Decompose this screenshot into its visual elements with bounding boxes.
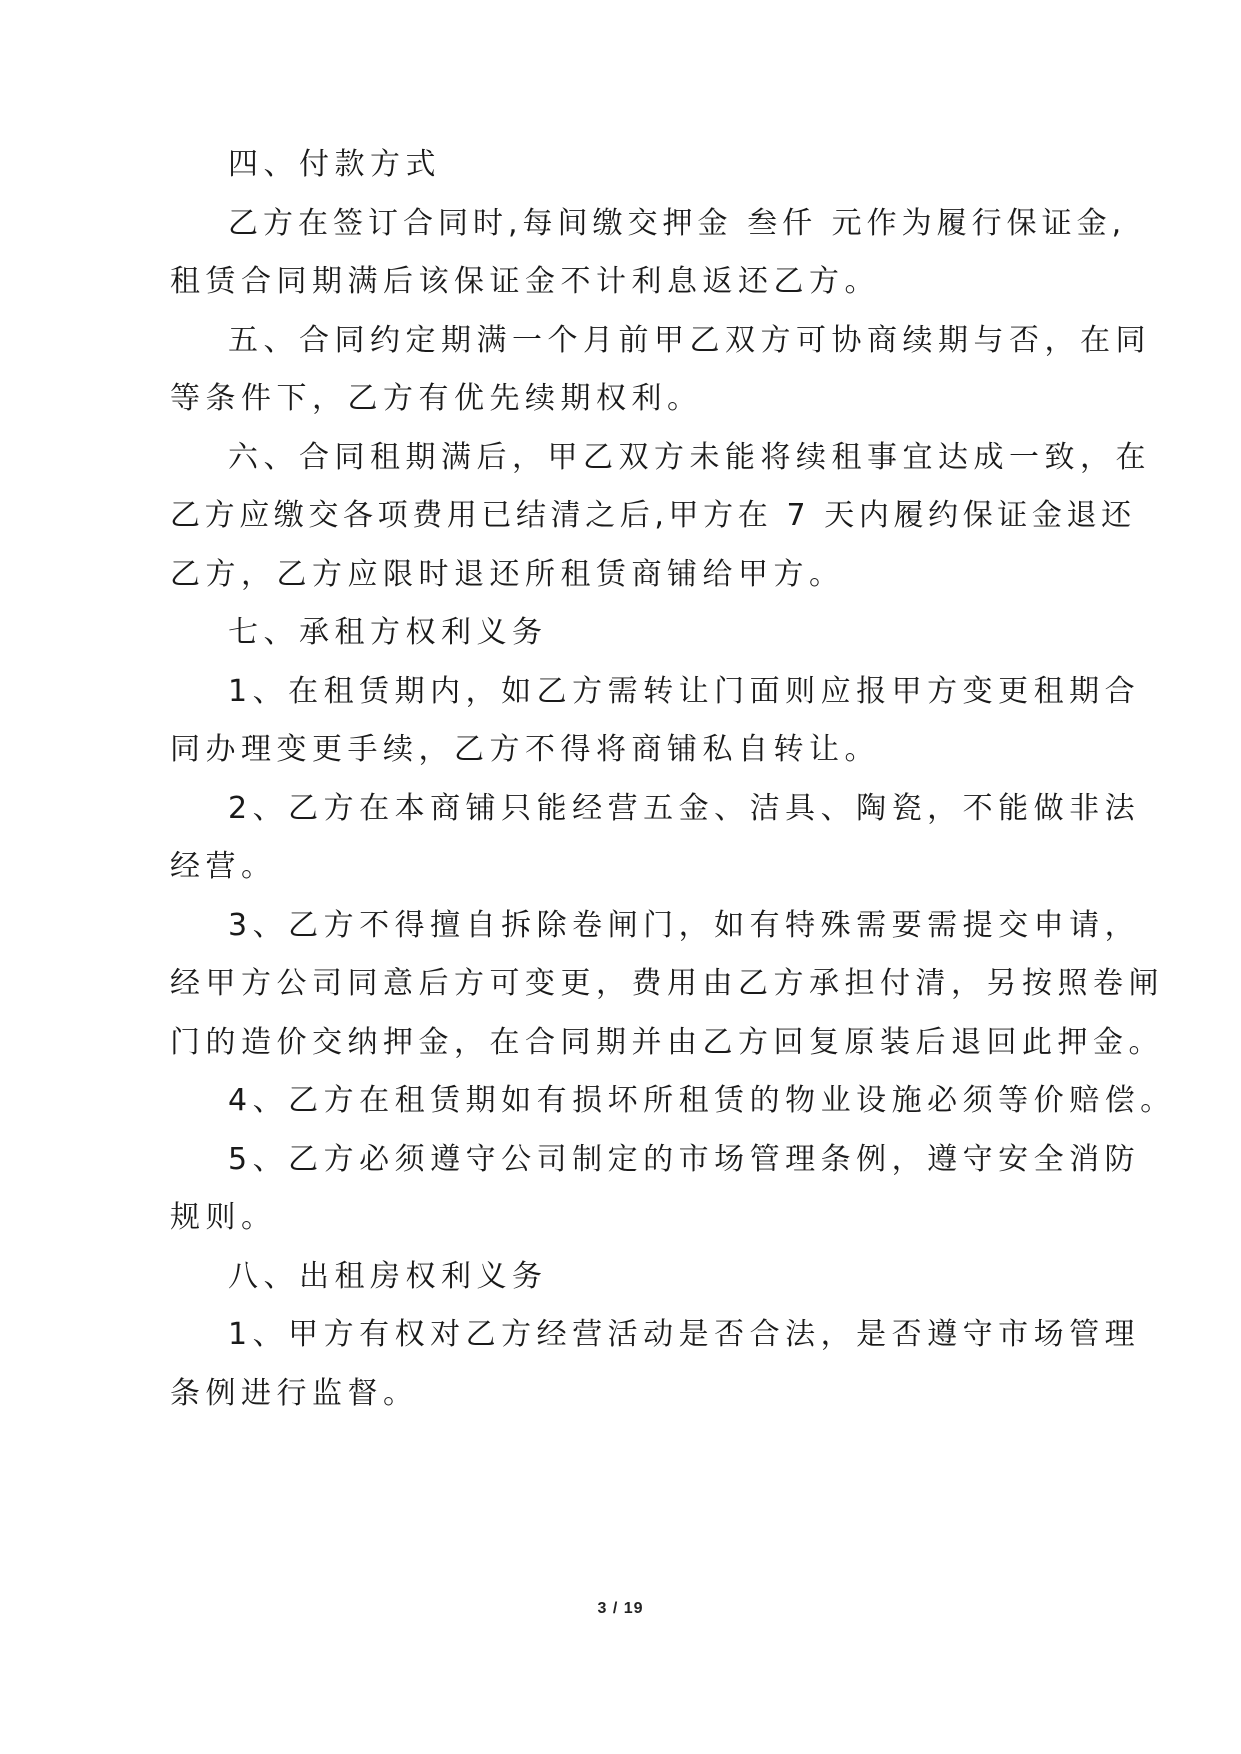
paragraph-line: 乙方应缴交各项费用已结清之后,甲方在 7 天内履约保证金退还 (170, 498, 1136, 533)
paragraph-line: 租赁合同期满后该保证金不计利息返还乙方。 (170, 264, 880, 299)
paragraph-line: 经营。 (170, 849, 277, 884)
paragraph-line: 经甲方公司同意后方可变更，费用由乙方承担付清，另按照卷闸 (170, 966, 1164, 1001)
paragraph-line: 乙方，乙方应限时退还所租赁商铺给甲方。 (170, 557, 845, 592)
section-heading-8: 八、出租房权利义务 (228, 1259, 548, 1294)
paragraph-line: 同办理变更手续，乙方不得将商铺私自转让。 (170, 732, 880, 767)
section-heading-5: 五、合同约定期满一个月前甲乙双方可协商续期与否，在同 (228, 323, 1151, 358)
paragraph-line: 等条件下，乙方有优先续期权利。 (170, 381, 703, 416)
section-heading-6: 六、合同租期满后，甲乙双方未能将续租事宜达成一致，在 (228, 440, 1151, 475)
clause-item-7-2: 2、乙方在本商铺只能经营五金、洁具、陶瓷，不能做非法 (228, 791, 1141, 826)
paragraph-line: 门的造价交纳押金，在合同期并由乙方回复原装后退回此押金。 (170, 1025, 1164, 1060)
paragraph-line: 规则。 (170, 1200, 277, 1235)
paragraph-line: 条例进行监督。 (170, 1376, 419, 1411)
paragraph-line: 乙方在签订合同时,每间缴交押金 叁仟 元作为履行保证金, (228, 206, 1127, 241)
clause-item-7-5: 5、乙方必须遵守公司制定的市场管理条例，遵守安全消防 (228, 1142, 1141, 1177)
section-heading-7: 七、承租方权利义务 (228, 615, 548, 650)
clause-item-7-3: 3、乙方不得擅自拆除卷闸门，如有特殊需要需提交申请， (228, 908, 1141, 943)
page-number: 3 / 19 (597, 1600, 644, 1617)
clause-item-7-1: 1、在租赁期内，如乙方需转让门面则应报甲方变更租期合 (228, 674, 1141, 709)
section-heading-4: 四、付款方式 (228, 147, 441, 182)
clause-item-7-4: 4、乙方在租赁期如有损坏所租赁的物业设施必须等价赔偿。 (228, 1083, 1176, 1118)
clause-item-8-1: 1、甲方有权对乙方经营活动是否合法，是否遵守市场管理 (228, 1317, 1141, 1352)
